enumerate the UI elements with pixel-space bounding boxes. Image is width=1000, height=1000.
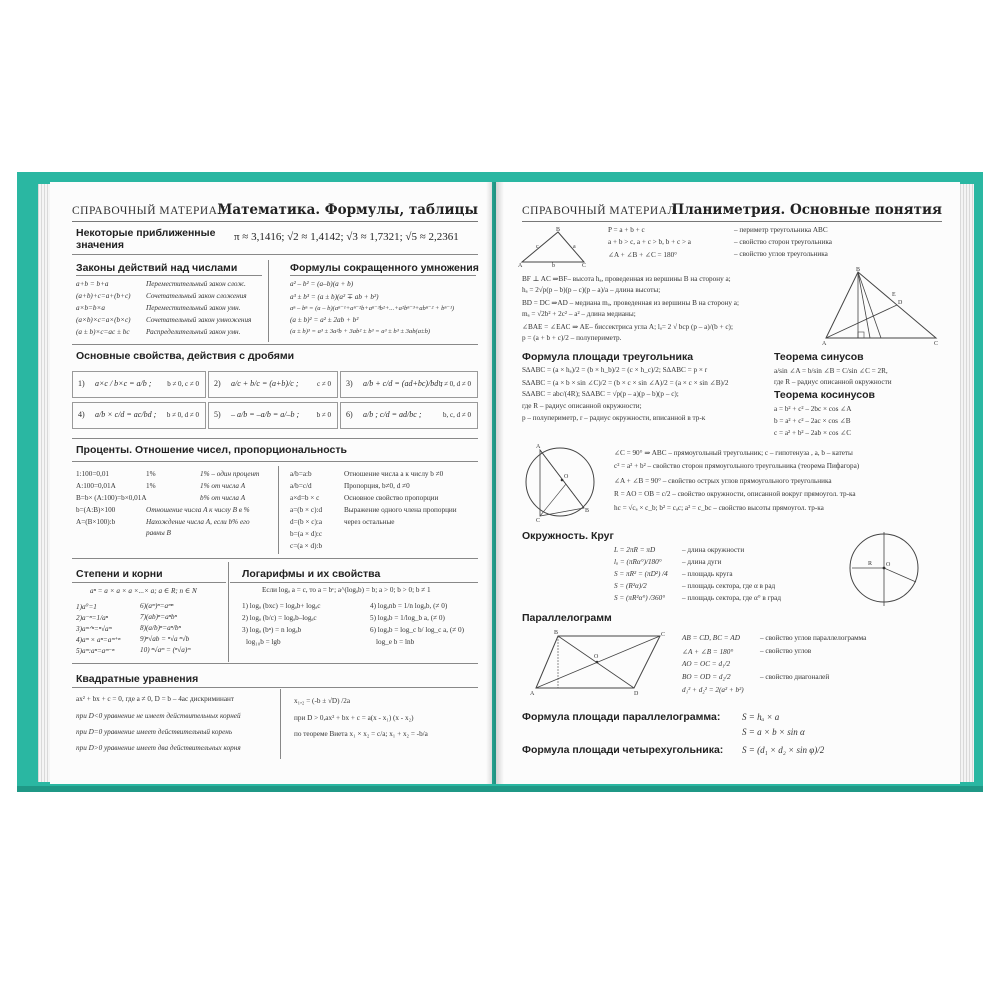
fraction-cond: b ≠ 0, c ≠ 0 [167, 380, 199, 388]
prop-desc: Основное свойство пропорции [344, 494, 439, 502]
area-title: Формула площади треугольника [522, 351, 694, 363]
triangle-figure [518, 226, 588, 268]
laws-title: Законы действий над числами [76, 262, 238, 274]
law-formula: a+b = b+a [76, 280, 109, 288]
fraction-num: 2) [214, 379, 221, 388]
left-page-header [72, 196, 478, 222]
fraction-formula: a/b × c/d = ac/bd ; [95, 410, 157, 419]
quad-row: при D>0 уравнение имеет два действительных корня [76, 744, 241, 752]
triangle-heights-figure [822, 266, 942, 346]
divider [72, 687, 478, 688]
fraction-cond: b ≠ 0, d ≠ 0 [438, 380, 471, 388]
log-rule: 5) logₐb = 1/log_b a, (≠ 0) [370, 614, 445, 622]
fraction-cond: b, c, d ≠ 0 [443, 411, 471, 419]
divider [230, 582, 478, 583]
para-area-label: Формула площади параллелограмма: [522, 711, 721, 723]
percent-a: b=(A:B)×100 [76, 506, 116, 514]
sines-row: a/sin ∠A = b/sin ∠B = C/sin ∠C = 2R, [774, 367, 888, 375]
quad-area-formula: S = (d₁ × d₂ × sin φ)/2 [742, 745, 825, 755]
para-desc: – свойство диагоналей [760, 673, 830, 681]
power-rule: 8)(a/b)ⁿ=aⁿ/bⁿ [140, 624, 181, 632]
prop-formula: a/b=c/d [290, 482, 312, 490]
tri-desc: – периметр треугольника ABC [734, 226, 828, 234]
quad-row: при D=0 уравнение имеет действительный корень [76, 728, 233, 736]
prop-desc: Выражение одного члена пропорции [344, 506, 457, 514]
svg-text:A: A [536, 444, 541, 450]
sines-title: Теорема синусов [774, 351, 864, 363]
fraction-box [340, 371, 478, 398]
log-rule: 2) logₐ (b/c) = logₐb–logₐc [242, 614, 317, 622]
para-formula: ∠A + ∠B = 180° [682, 648, 734, 656]
para-desc: – свойство углов параллелограмма [760, 634, 867, 642]
quad-row: при D<0 уравнение не имеет действительных корней [76, 712, 241, 720]
right-tri-row: R = AO = OB = c/2 – свойство окружности, описанной вокруг прямоугол. тр-ка [614, 490, 856, 498]
right-page-header [522, 196, 942, 222]
para-area-formula-1: S = hₐ × a [742, 712, 780, 722]
abbrev-formula: aⁿ – bⁿ = (a – b)(aⁿ⁻¹+aⁿ⁻²b+aⁿ⁻³b²+...+a²bⁿ⁻³+abⁿ⁻² + bⁿ⁻¹) [290, 305, 455, 312]
prop-desc: Отношение числа a к числу b ≠0 [344, 470, 444, 478]
quad-root: по теореме Виета x₁ × x₂ = c/a; x₁ + x₂ = -b/a [294, 730, 428, 738]
percent-c: Отношение числа A к числу B в % [146, 506, 250, 514]
tri-line: BD = DC ⇒AD – медиана mₐ, проведенная из вершины B на сторону a; [522, 299, 739, 307]
quad-row: ax² + bx + c = 0, где a ≠ 0, D = b – 4ac дискриминант [76, 695, 235, 703]
svg-text:A: A [518, 263, 523, 268]
circle-figure [846, 530, 922, 610]
power-rule: 7)(ab)ⁿ=aⁿbⁿ [140, 613, 177, 621]
circle-title: Окружность. Круг [522, 530, 614, 542]
circle-formula: lₐ = (πRα°)/180° [614, 558, 662, 566]
prop-formula: a/b=a:b [290, 470, 312, 478]
power-rule: 10) ⁿ√aᵐ = (ⁿ√a)ᵐ [140, 646, 191, 654]
divider [72, 582, 226, 583]
percent-a: A:100=0,01A [76, 482, 116, 490]
svg-text:O: O [594, 654, 599, 660]
circle-desc: – длина дуги [682, 558, 722, 566]
percent-c: равны B [146, 529, 171, 537]
fraction-box [72, 402, 206, 429]
percent-a: A=(B×100):b [76, 518, 116, 526]
quad-area-label: Формула площади четырехугольника: [522, 744, 724, 756]
fraction-formula: a×c / b×c = a/b ; [95, 379, 152, 388]
divider [228, 562, 229, 662]
power-rule: 2)a⁻ⁿ=1/aⁿ [76, 614, 108, 622]
svg-text:b: b [552, 263, 555, 268]
left-page [50, 182, 492, 784]
law-desc: Сочетательный закон умножения [146, 316, 252, 324]
powers-title: Степени и корни [76, 568, 163, 580]
divider [72, 344, 478, 345]
law-formula: (a×b)×c=a×(b×c) [76, 316, 131, 324]
divider [76, 275, 262, 276]
percent-title: Проценты. Отношение чисел, пропорциональность [76, 444, 347, 456]
divider [268, 260, 269, 342]
quad-title: Квадратные уравнения [76, 673, 199, 685]
power-rule: 4)aᵐ × aⁿ=aᵐ⁺ⁿ [76, 636, 121, 644]
cosines-row: c = a² + b² – 2ab × cos ∠C [774, 429, 851, 437]
left-header-title: Математика. Формулы, таблицы [217, 202, 478, 218]
log-rule: 1) logₐ (bxc) = logₐb+ logₐc [242, 602, 321, 610]
right-tri-row: hc = √cₐ × c_b; b² = cₐc; a² = c_bc – свойство высоты прямоугол. тр-ка [614, 504, 824, 512]
tri-line: ∠BAE = ∠EAC ⇒ AE– биссектриса угла A; lₐ= 2 √ bcp (p – a)/(b + c); [522, 323, 733, 331]
divider [72, 461, 478, 462]
circle-formula: S = (R²α)/2 [614, 582, 647, 590]
svg-text:B: B [856, 267, 861, 273]
tri-desc: – свойство сторон треугольника [734, 238, 832, 246]
svg-text:A: A [530, 691, 535, 697]
fractions-title: Основные свойства, действия с дробями [76, 350, 295, 362]
abbrev-title: Формулы сокращенного умножения [290, 262, 479, 274]
tri-line: BF ⊥ AC ⇒BF– высота hₐ, проведенная из вершины B на сторону a; [522, 275, 731, 283]
law-desc: Распределительный закон умн. [146, 328, 241, 336]
divider [290, 275, 476, 276]
percent-a: B=b× (A:100)=b×0,01A [76, 494, 147, 502]
cosines-row: b = a² + c² – 2ac × cos ∠B [774, 417, 851, 425]
divider [72, 254, 478, 255]
fraction-cond: c ≠ 0 [317, 380, 331, 388]
fraction-formula: a/c + b/c = (a+b)/c ; [231, 379, 299, 388]
circle-desc: – площадь круга [682, 570, 733, 578]
approx-title-1: Некоторые приближенные [76, 227, 216, 239]
fraction-box [72, 371, 206, 398]
cosines-row: a = b² + c² – 2bc × cos ∠A [774, 405, 852, 413]
log-rule: log_e b = lnb [376, 638, 415, 646]
tri-formula: P = a + b + c [608, 226, 645, 234]
circle-desc: – длина окружности [682, 546, 745, 554]
law-formula: (a ± b)×c=ac ± bc [76, 328, 130, 336]
right-tri-row: ∠C = 90° ⇒ ABC – прямоугольный треугольник; c – гипотенуза , a, b – катеты [614, 449, 853, 457]
fraction-num: 5) [214, 410, 221, 419]
parallelogram-title: Параллелограмм [522, 612, 612, 624]
prop-formula: b=(a × d):c [290, 530, 323, 538]
area-row: S∆ABC = (a × b × sin ∠C)/2 = (b × c × sin ∠A)/2 = (a × c × sin ∠B)/2 [522, 379, 729, 387]
parallelogram-figure [530, 628, 670, 698]
prop-desc: Пропорция, b≠0, d ≠0 [344, 482, 410, 490]
fraction-formula: – a/b = –a/b = a/–b ; [231, 410, 300, 419]
fraction-formula: a/b ; c/d = ad/bc ; [363, 410, 422, 419]
tri-line: p = (a + b + c)/2 – полупериметр. [522, 334, 622, 342]
fraction-num: 4) [78, 410, 85, 419]
divider [72, 558, 478, 559]
para-formula: AO = OC = d₁/2 [682, 660, 731, 668]
logs-title: Логарифмы и их свойства [242, 568, 381, 580]
quad-root: при D > 0,ax² + bx + c = a(x - x₁) (x - x₂) [294, 714, 414, 722]
right-page [496, 182, 960, 784]
svg-text:B: B [556, 227, 561, 233]
area-row: S∆ABC = abc/(4R); S∆ABC = √p(p – a)(p – b)(p – c); [522, 390, 679, 398]
abbrev-formula: a³ ± b³ = (a ± b)(a² ∓ ab + b²) [290, 293, 379, 301]
log-rule: 3) logₐ (bⁿ) = n logₐb [242, 626, 302, 634]
percent-c: Нахождение числа A, если b% его [146, 518, 250, 526]
svg-text:R: R [868, 561, 873, 567]
divider [72, 663, 478, 664]
svg-text:C: C [582, 263, 587, 268]
book-cover-edge [17, 786, 983, 792]
svg-text:B: B [554, 630, 559, 636]
area-row: S∆ABC = (a × hₐ)/2 = (b × h_b)/2 = (c × h_c)/2; S∆ABC = p × r [522, 366, 708, 374]
divider [278, 466, 279, 554]
right-header-label: СПРАВОЧНЫЙ МАТЕРИАЛ [522, 205, 676, 217]
prop-formula: a×d=b × c [290, 494, 320, 502]
power-rule: 9)ⁿ√ab = ⁿ√a ⁿ√b [140, 635, 190, 643]
percent-a: 1:100=0,01 [76, 470, 110, 478]
divider [72, 438, 478, 439]
page-edges-right [958, 184, 974, 782]
abbrev-formula: (a ± b)² = a² ± 2ab + b² [290, 316, 359, 324]
right-tri-row: c² = a² + b² – свойство сторон прямоугольного треугольника (теорема Пифагора) [614, 462, 860, 470]
logs-def: Если logₐ a = c, то a = bᶜ; a^(logₐb) = b; a > 0; b > 0; b ≠ 1 [262, 586, 431, 594]
circle-formula: L = 2πR = πD [614, 546, 656, 554]
right-header-title: Планиметрия. Основные понятия [671, 202, 942, 218]
cosines-title: Теорема косинусов [774, 389, 875, 401]
percent-c: b% от числа A [200, 494, 246, 502]
svg-text:a: a [573, 244, 576, 250]
prop-formula: c=(a × d):b [290, 542, 323, 550]
percent-b: 1% [146, 470, 156, 478]
svg-text:O: O [564, 474, 569, 480]
quad-root: x₁,₂ = (-b ± √D) /2a [294, 697, 351, 705]
log-rule: log₁₀b = lgb [246, 638, 281, 646]
fraction-num: 6) [346, 410, 353, 419]
svg-text:C: C [661, 632, 666, 638]
para-formula: BO = OD = d₂/2 [682, 673, 731, 681]
power-rule: 5)aᵐ:aⁿ=aᵐ⁻ⁿ [76, 647, 115, 655]
tri-formula: ∠A + ∠B + ∠C = 180° [608, 251, 678, 259]
svg-text:C: C [536, 518, 541, 522]
right-triangle-circle-figure [522, 438, 598, 522]
circle-formula: S = πR² = (πD²) /4 [614, 570, 668, 578]
book-gutter [486, 182, 504, 784]
law-desc: Сочетательный закон сложения [146, 292, 247, 300]
law-formula: a×b=b×a [76, 304, 105, 312]
prop-formula: d=(b × c):a [290, 518, 323, 526]
para-formula: AB = CD, BC = AD [682, 634, 740, 642]
fraction-cond: b ≠ 0, d ≠ 0 [166, 411, 199, 419]
log-rule: 4) logₐnb = 1/n logₐb, (≠ 0) [370, 602, 448, 610]
svg-text:B: B [585, 508, 590, 514]
powers-def: aⁿ = a × a × a ×...× a; a ∈ R; n ∈ N [90, 587, 197, 595]
svg-text:D: D [634, 691, 639, 697]
abbrev-formula: (a ± b)³ = a³ ± 3a²b + 3ab² ± b³ = a³ ± b³ ± 3ab(a±b) [290, 328, 431, 335]
sines-row: где R – радиус описанной окружности [774, 378, 892, 386]
abbrev-formula: a² – b² = (a–b)(a + b) [290, 280, 354, 288]
fraction-cond: b ≠ 0 [316, 411, 331, 419]
circle-formula: S = (πR²α°) /360° [614, 594, 666, 602]
para-area-formula-2: S = a × b × sin α [742, 727, 805, 737]
fraction-formula: a/b + c/d = (ad+bc)/bd ; [363, 379, 443, 388]
circle-desc: – площадь сектора, где α в рад [682, 582, 776, 590]
fraction-box [208, 371, 338, 398]
percent-c: 1% – один процент [200, 470, 260, 478]
prop-desc: через остальные [344, 518, 395, 526]
law-desc: Переместительный закон слож. [146, 280, 246, 288]
power-rule: 6)(aᵐ)ⁿ=aᵐⁿ [140, 602, 174, 610]
svg-text:A: A [822, 341, 827, 346]
fraction-num: 1) [78, 379, 85, 388]
tri-desc: – свойство углов треугольника [734, 250, 828, 258]
law-desc: Переместительный закон умн. [146, 304, 241, 312]
tri-formula: a + b > c, a + c > b, b + c > a [608, 238, 691, 246]
svg-text:c: c [536, 244, 539, 250]
power-rule: 3)aᵐᐟⁿ=ⁿ√aᵐ [76, 625, 112, 633]
approx-values: π ≈ 3,1416; √2 ≈ 1,4142; √3 ≈ 1,7321; √5 ≈ 2,2361 [234, 231, 459, 243]
svg-text:O: O [886, 562, 891, 568]
area-row: где R – радиус описанной окружности; [522, 402, 642, 410]
fraction-box [208, 402, 338, 429]
approx-title-2: значения [76, 239, 124, 251]
svg-text:D: D [898, 300, 903, 306]
para-formula: d₁² + d₂² = 2(a² + b²) [682, 686, 744, 694]
percent-c: 1% от числа A [200, 482, 246, 490]
tri-line: mₐ = √2b² + 2c² – a² – длина медианы; [522, 310, 636, 318]
law-formula: (a+b)+c=a+(b+c) [76, 292, 131, 300]
left-header-label: СПРАВОЧНЫЙ МАТЕРИАЛ [72, 205, 226, 217]
divider [280, 689, 281, 759]
percent-b: 1% [146, 482, 156, 490]
circle-desc: – площадь сектора, где α° в град [682, 594, 782, 602]
area-row: p – полупериметр, r – радиус окружности, вписанной в тр-к [522, 414, 706, 422]
prop-formula: a=(b × c):d [290, 506, 323, 514]
para-desc: – свойство углов [760, 647, 812, 655]
log-rule: 6) logₐb = log_c b/ log_c a, (≠ 0) [370, 626, 464, 634]
power-rule: 1)a⁰=1 [76, 603, 97, 611]
fraction-box [340, 402, 478, 429]
svg-text:C: C [934, 341, 939, 346]
tri-line: hₐ = 2√p(p – b)(p – c)(p – a)/a – длина высоты; [522, 286, 661, 294]
right-tri-row: ∠A + ∠B = 90° – свойство острых углов прямоугольного треугольника [614, 477, 832, 485]
svg-text:E: E [892, 292, 896, 298]
fraction-num: 3) [346, 379, 353, 388]
